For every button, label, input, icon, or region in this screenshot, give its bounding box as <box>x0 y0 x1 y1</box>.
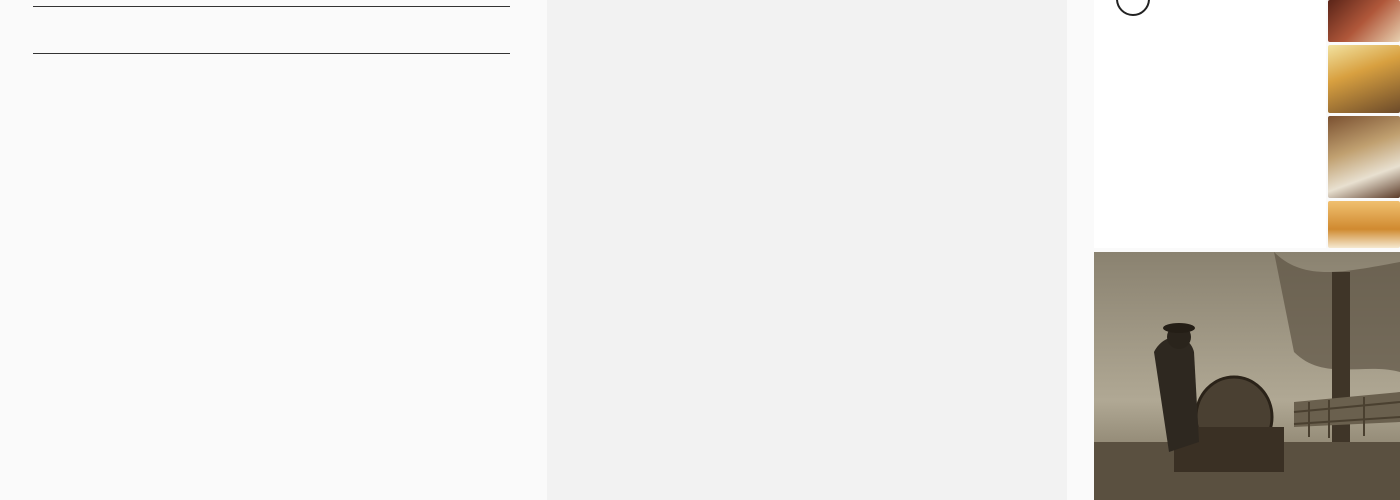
sandwich-menu-column <box>547 0 1067 500</box>
food-thumbnails <box>1328 0 1400 248</box>
right-image-panel <box>1094 0 1400 500</box>
food-photo-thumb[interactable] <box>1328 45 1400 113</box>
restaurant-logo <box>1116 0 1150 16</box>
vintage-grindstone-photo[interactable] <box>1094 252 1400 500</box>
food-photo-thumb[interactable] <box>1328 0 1400 42</box>
left-menu-column <box>33 0 510 62</box>
brunch-menu-image[interactable] <box>1094 0 1326 248</box>
grindstone-illustration <box>1094 252 1400 500</box>
food-photo-thumb[interactable] <box>1328 116 1400 198</box>
food-photo-thumb[interactable] <box>1328 201 1400 248</box>
